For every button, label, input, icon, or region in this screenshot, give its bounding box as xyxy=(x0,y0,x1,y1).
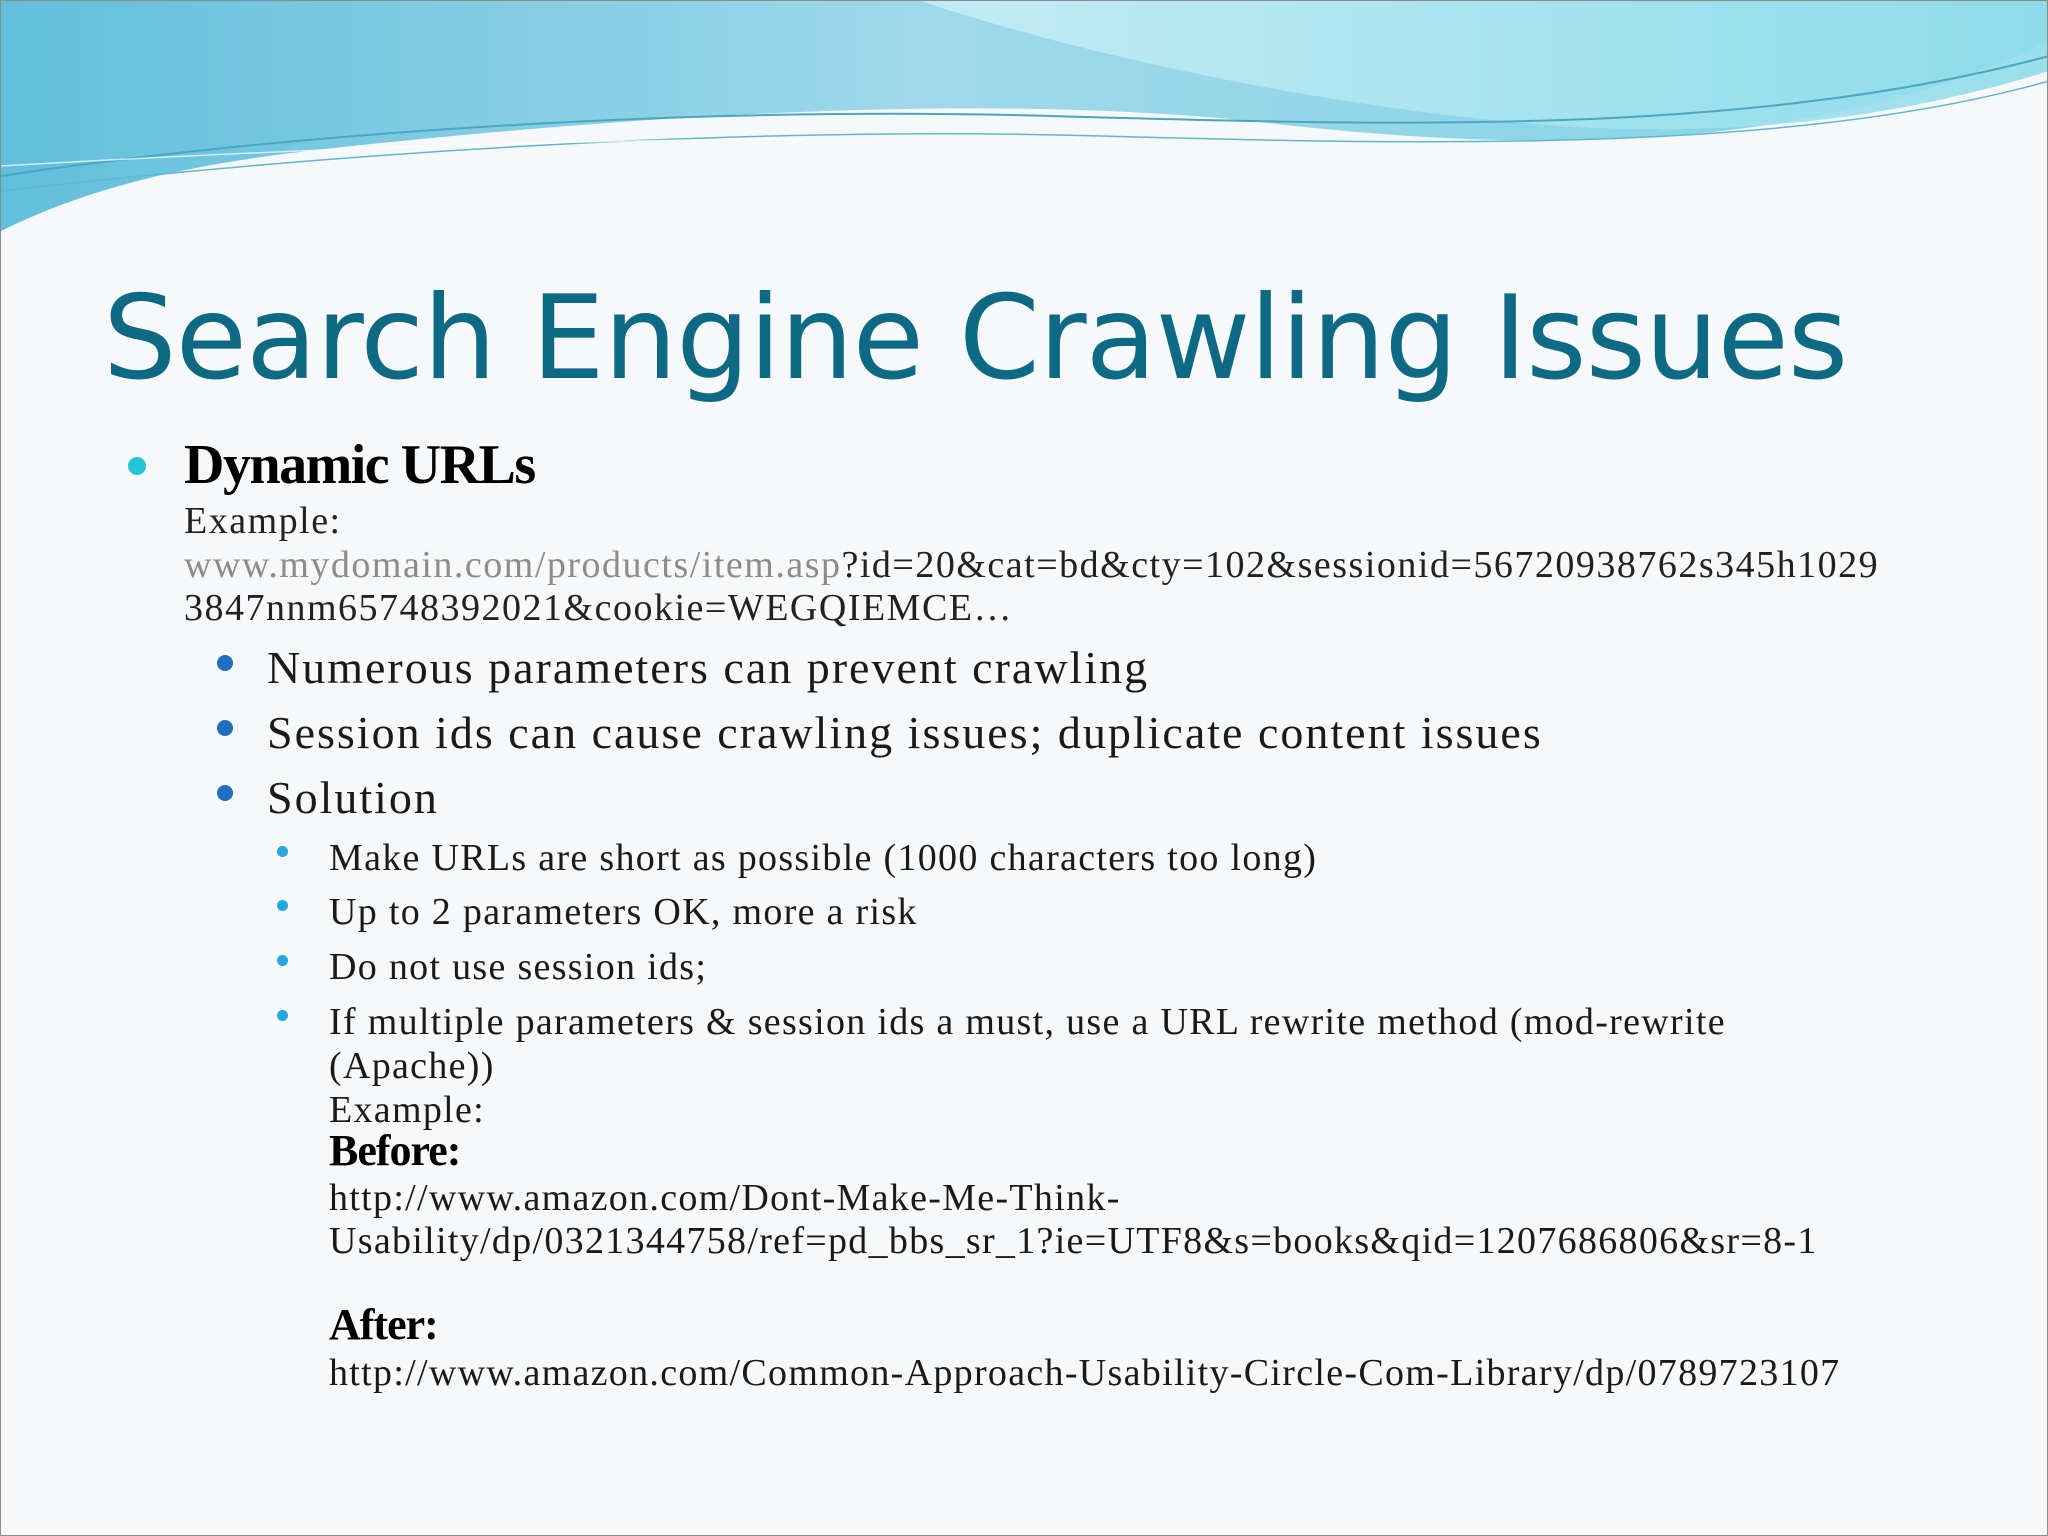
sub-bullet-item: Session ids can cause crawling issues; duplicate content issues xyxy=(267,707,1543,758)
example-url-line1 xyxy=(184,543,1879,587)
before-url-line1: http://www.amazon.com/Dont-Make-Me-Think- xyxy=(329,1177,1121,1219)
example-label: Example: xyxy=(184,500,342,542)
bullet-level1-icon xyxy=(128,457,146,475)
bullet-level3-icon xyxy=(277,900,288,911)
solution-item: If multiple parameters & session ids a must, use a URL rewrite method (mod-rewrite xyxy=(329,1001,1726,1043)
heading-dynamic-urls: Dynamic URLs xyxy=(184,434,535,496)
after-label: After: xyxy=(329,1300,438,1349)
bullet-level3-icon xyxy=(277,955,288,966)
example-url-query: ?id=20&cat=bd&cty=102&sessionid=56720938762s345h1029 xyxy=(841,544,1880,586)
bullet-level2-icon xyxy=(217,720,233,736)
solution-item: Up to 2 parameters OK, more a risk xyxy=(329,891,918,933)
solution-item: Do not use session ids; xyxy=(329,946,708,988)
bullet-level3-icon xyxy=(277,1010,288,1021)
bullet-level3-icon xyxy=(277,846,288,857)
sub-bullet-solution: Solution xyxy=(267,772,439,823)
slide-title: Search Engine Crawling Issues xyxy=(103,271,1848,406)
before-label: Before: xyxy=(329,1126,461,1175)
solution-item: Make URLs are short as possible (1000 characters too long) xyxy=(329,837,1318,879)
after-url: http://www.amazon.com/Common-Approach-Usability-Circle-Com-Library/dp/0789723107 xyxy=(329,1352,1841,1394)
example-url-line2: 3847nnm65748392021&cookie=WEGQIEMCE… xyxy=(184,587,1014,629)
solution-example-label: Example: xyxy=(329,1089,486,1131)
bullet-level2-icon xyxy=(217,785,233,801)
header-wave-decoration xyxy=(1,1,2048,241)
before-url-line2: Usability/dp/0321344758/ref=pd_bbs_sr_1?ie=UTF8&s=books&qid=1207686806&sr=8-1 xyxy=(329,1220,1818,1262)
example-url-domain: www.mydomain.com/products/item.asp xyxy=(184,544,842,586)
bullet-level2-icon xyxy=(217,655,233,671)
solution-item-continuation: (Apache)) xyxy=(329,1045,495,1087)
sub-bullet-item: Numerous parameters can prevent crawling xyxy=(267,642,1150,693)
